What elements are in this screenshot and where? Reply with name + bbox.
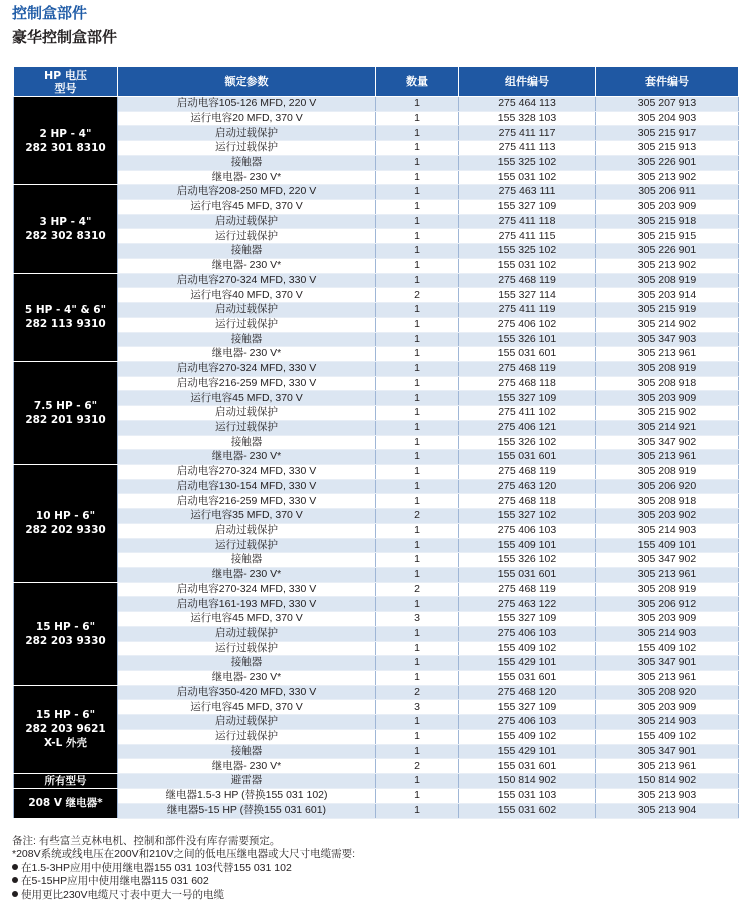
- component-no-cell: 155 409 101: [459, 538, 596, 553]
- model-line: 282 202 9330: [25, 524, 106, 537]
- qty-cell: 1: [376, 273, 459, 288]
- model-line: 15 HP - 6": [35, 709, 96, 722]
- param-cell: 接触器: [118, 744, 376, 759]
- param-cell: 启动电容105-126 MFD, 220 V: [118, 97, 376, 112]
- kit-no-cell: 305 213 961: [596, 347, 739, 362]
- table-row: [14, 759, 739, 774]
- kit-no-cell: 305 208 920: [596, 685, 739, 700]
- model-cell: [14, 789, 118, 818]
- component-no-cell: 155 429 101: [459, 744, 596, 759]
- qty-cell: 1: [376, 641, 459, 656]
- kit-no-cell: 305 203 909: [596, 391, 739, 406]
- kit-no-cell: 305 203 909: [596, 200, 739, 215]
- param-cell: 运行电容20 MFD, 370 V: [118, 111, 376, 126]
- note-text: *208V系统或线电压在200V和210V之间的低电压继电器或大尺寸电缆需要:: [12, 848, 356, 861]
- qty-cell: 1: [376, 97, 459, 112]
- qty-cell: 1: [376, 214, 459, 229]
- model-line: 282 203 9621: [25, 723, 106, 736]
- param-cell: 运行电容45 MFD, 370 V: [118, 391, 376, 406]
- component-no-cell: 155 327 109: [459, 391, 596, 406]
- component-no-cell: 155 409 102: [459, 641, 596, 656]
- table-row: [14, 391, 739, 406]
- table-row: [14, 185, 739, 200]
- kit-no-cell: 305 208 919: [596, 273, 739, 288]
- table-row: [14, 200, 739, 215]
- table-row: [14, 317, 739, 332]
- qty-cell: 2: [376, 685, 459, 700]
- component-no-cell: 155 325 102: [459, 155, 596, 170]
- table-row: [14, 715, 739, 730]
- param-cell: 启动过载保护: [118, 126, 376, 141]
- header-model-line: 型号: [54, 81, 77, 95]
- qty-cell: 1: [376, 126, 459, 141]
- kit-no-cell: 305 347 903: [596, 332, 739, 347]
- table-row: [14, 612, 739, 627]
- qty-cell: 1: [376, 626, 459, 641]
- qty-cell: 1: [376, 435, 459, 450]
- note-text: 备注: 有些富兰克林电机、控制和部件没有库存需要预定。: [12, 835, 281, 847]
- param-cell: 启动电容270-324 MFD, 330 V: [118, 464, 376, 479]
- note-line: [12, 889, 738, 902]
- table-row: [14, 626, 739, 641]
- model-line: 5 HP - 4" & 6": [24, 304, 107, 317]
- component-no-cell: 275 411 102: [459, 406, 596, 421]
- table-row: [14, 494, 739, 509]
- component-no-cell: 155 031 601: [459, 347, 596, 362]
- component-no-cell: 275 411 117: [459, 126, 596, 141]
- table-row: [14, 244, 739, 259]
- component-no-cell: 155 327 109: [459, 700, 596, 715]
- qty-cell: 1: [376, 258, 459, 273]
- qty-cell: 2: [376, 288, 459, 303]
- param-cell: 继电器- 230 V*: [118, 258, 376, 273]
- param-cell: 继电器1.5-3 HP (替换155 031 102): [118, 789, 376, 804]
- param-cell: 接触器: [118, 435, 376, 450]
- model-line: 282 201 9310: [25, 413, 106, 426]
- component-no-cell: 155 031 601: [459, 568, 596, 583]
- kit-no-cell: 305 213 903: [596, 789, 739, 804]
- component-no-cell: 155 326 102: [459, 435, 596, 450]
- header-model: [14, 67, 118, 97]
- table-row: [14, 553, 739, 568]
- model-cell: [14, 185, 118, 273]
- qty-cell: 2: [376, 759, 459, 774]
- param-cell: 启动电容216-259 MFD, 330 V: [118, 494, 376, 509]
- qty-cell: 1: [376, 715, 459, 730]
- qty-cell: 1: [376, 553, 459, 568]
- table-row: [14, 406, 739, 421]
- component-no-cell: 155 328 103: [459, 111, 596, 126]
- bullet-icon: [12, 891, 18, 897]
- param-cell: 运行过载保护: [118, 420, 376, 435]
- param-cell: 启动电容130-154 MFD, 330 V: [118, 479, 376, 494]
- kit-no-cell: 305 208 919: [596, 361, 739, 376]
- component-no-cell: 155 326 101: [459, 332, 596, 347]
- component-no-cell: 155 031 102: [459, 258, 596, 273]
- component-no-cell: 275 406 103: [459, 715, 596, 730]
- component-no-cell: 275 411 115: [459, 229, 596, 244]
- qty-cell: 1: [376, 303, 459, 318]
- note-line: [12, 835, 738, 848]
- model-line: 2 HP - 4": [39, 127, 92, 140]
- component-no-cell: 155 325 102: [459, 244, 596, 259]
- component-no-cell: 275 411 118: [459, 214, 596, 229]
- qty-cell: 1: [376, 170, 459, 185]
- kit-no-cell: 305 206 911: [596, 185, 739, 200]
- qty-cell: 1: [376, 141, 459, 156]
- qty-cell: 1: [376, 538, 459, 553]
- table-row: [14, 229, 739, 244]
- table-row: [14, 700, 739, 715]
- param-cell: 接触器: [118, 656, 376, 671]
- kit-no-cell: 305 203 914: [596, 288, 739, 303]
- note-text: 在5-15HP应用中使用继电器115 031 602: [21, 875, 209, 888]
- param-cell: 继电器- 230 V*: [118, 568, 376, 583]
- kit-no-cell: 305 213 961: [596, 671, 739, 686]
- param-cell: 继电器- 230 V*: [118, 671, 376, 686]
- table-row: [14, 97, 739, 112]
- qty-cell: 1: [376, 744, 459, 759]
- qty-cell: 2: [376, 582, 459, 597]
- qty-cell: 1: [376, 185, 459, 200]
- table-row: [14, 332, 739, 347]
- component-no-cell: 275 463 111: [459, 185, 596, 200]
- component-no-cell: 275 463 120: [459, 479, 596, 494]
- component-no-cell: 275 406 103: [459, 523, 596, 538]
- param-cell: 启动电容350-420 MFD, 330 V: [118, 685, 376, 700]
- page-title: 控制盒部件: [12, 4, 88, 22]
- model-line: 3 HP - 4": [39, 215, 92, 228]
- param-cell: 运行过载保护: [118, 141, 376, 156]
- model-cell: [14, 361, 118, 464]
- qty-cell: 1: [376, 361, 459, 376]
- param-cell: 接触器: [118, 553, 376, 568]
- qty-cell: 1: [376, 597, 459, 612]
- kit-no-cell: 305 215 913: [596, 141, 739, 156]
- param-cell: 运行过载保护: [118, 229, 376, 244]
- component-no-cell: 275 468 120: [459, 685, 596, 700]
- qty-cell: 1: [376, 420, 459, 435]
- kit-no-cell: 305 215 917: [596, 126, 739, 141]
- kit-no-cell: 305 226 901: [596, 244, 739, 259]
- kit-no-cell: 305 214 902: [596, 317, 739, 332]
- table-row: [14, 641, 739, 656]
- note-line: [12, 875, 738, 888]
- model-line: 10 HP - 6": [35, 510, 96, 523]
- qty-cell: 1: [376, 347, 459, 362]
- kit-no-cell: 155 409 101: [596, 538, 739, 553]
- model-line: 所有型号: [44, 775, 87, 788]
- component-no-cell: 275 463 122: [459, 597, 596, 612]
- component-no-cell: 155 327 114: [459, 288, 596, 303]
- model-line: 282 302 8310: [25, 229, 106, 242]
- qty-cell: 1: [376, 332, 459, 347]
- kit-no-cell: 305 213 961: [596, 759, 739, 774]
- qty-cell: 1: [376, 464, 459, 479]
- kit-no-cell: 305 215 902: [596, 406, 739, 421]
- component-no-cell: 155 326 102: [459, 553, 596, 568]
- param-cell: 继电器- 230 V*: [118, 347, 376, 362]
- model-cell: [14, 774, 118, 789]
- table-row: [14, 376, 739, 391]
- param-cell: 避雷器: [118, 774, 376, 789]
- qty-cell: 1: [376, 450, 459, 465]
- kit-no-cell: 305 214 903: [596, 523, 739, 538]
- kit-no-cell: 305 208 918: [596, 376, 739, 391]
- table-row: [14, 273, 739, 288]
- component-no-cell: 155 031 602: [459, 803, 596, 818]
- component-no-cell: 155 327 109: [459, 200, 596, 215]
- model-line: 282 113 9310: [25, 318, 106, 331]
- qty-cell: 1: [376, 568, 459, 583]
- kit-no-cell: 305 347 901: [596, 656, 739, 671]
- table-row: [14, 347, 739, 362]
- component-no-cell: 275 468 118: [459, 376, 596, 391]
- kit-no-cell: 305 215 919: [596, 303, 739, 318]
- kit-no-cell: 305 347 901: [596, 744, 739, 759]
- table-row: [14, 568, 739, 583]
- qty-cell: 1: [376, 317, 459, 332]
- kit-no-cell: 305 213 902: [596, 170, 739, 185]
- component-no-cell: 275 406 121: [459, 420, 596, 435]
- qty-cell: 1: [376, 391, 459, 406]
- param-cell: 启动过载保护: [118, 523, 376, 538]
- component-no-cell: 155 409 102: [459, 729, 596, 744]
- table-header-row: [14, 67, 739, 97]
- table-row: [14, 479, 739, 494]
- kit-no-cell: 305 206 912: [596, 597, 739, 612]
- kit-no-cell: 305 208 919: [596, 582, 739, 597]
- model-line: X-L 外壳: [44, 737, 87, 750]
- kit-no-cell: 305 214 903: [596, 626, 739, 641]
- component-no-cell: 275 468 119: [459, 464, 596, 479]
- note-line: [12, 862, 738, 875]
- table-row: [14, 538, 739, 553]
- param-cell: 启动电容270-324 MFD, 330 V: [118, 582, 376, 597]
- qty-cell: 1: [376, 406, 459, 421]
- kit-no-cell: 305 214 921: [596, 420, 739, 435]
- model-cell: [14, 97, 118, 185]
- model-line: 282 301 8310: [25, 141, 106, 154]
- param-cell: 继电器- 230 V*: [118, 759, 376, 774]
- kit-no-cell: 305 213 961: [596, 568, 739, 583]
- qty-cell: 1: [376, 494, 459, 509]
- model-cell: [14, 685, 118, 773]
- qty-cell: 1: [376, 244, 459, 259]
- component-no-cell: 155 031 601: [459, 759, 596, 774]
- table-row: [14, 774, 739, 789]
- component-no-cell: 155 327 102: [459, 509, 596, 524]
- param-cell: 接触器: [118, 155, 376, 170]
- component-no-cell: 155 031 601: [459, 450, 596, 465]
- param-cell: 运行电容45 MFD, 370 V: [118, 200, 376, 215]
- table-row: [14, 303, 739, 318]
- table-row: [14, 744, 739, 759]
- qty-cell: 1: [376, 789, 459, 804]
- table-row: [14, 685, 739, 700]
- kit-no-cell: 305 213 904: [596, 803, 739, 818]
- kit-no-cell: 305 208 918: [596, 494, 739, 509]
- table-row: [14, 509, 739, 524]
- table-row: [14, 597, 739, 612]
- param-cell: 运行过载保护: [118, 317, 376, 332]
- component-no-cell: 155 031 102: [459, 170, 596, 185]
- control-box-parts-table: [13, 66, 739, 819]
- param-cell: 运行过载保护: [118, 729, 376, 744]
- kit-no-cell: 155 409 102: [596, 641, 739, 656]
- table-row: [14, 729, 739, 744]
- param-cell: 启动过载保护: [118, 214, 376, 229]
- header-params: 额定参数: [118, 67, 376, 97]
- component-no-cell: 275 411 119: [459, 303, 596, 318]
- kit-no-cell: 305 215 918: [596, 214, 739, 229]
- component-no-cell: 275 411 113: [459, 141, 596, 156]
- page-subtitle: 豪华控制盒部件: [12, 28, 118, 46]
- model-line: 7.5 HP - 6": [33, 399, 98, 412]
- component-no-cell: 155 031 103: [459, 789, 596, 804]
- table-row: [14, 361, 739, 376]
- qty-cell: 1: [376, 523, 459, 538]
- model-cell: [14, 582, 118, 685]
- table-body: [14, 97, 739, 819]
- component-no-cell: 275 468 118: [459, 494, 596, 509]
- table-row: [14, 523, 739, 538]
- component-no-cell: 275 406 102: [459, 317, 596, 332]
- table-row: [14, 420, 739, 435]
- bullet-icon: [12, 864, 18, 870]
- notes-section: [12, 835, 738, 902]
- param-cell: 启动电容208-250 MFD, 220 V: [118, 185, 376, 200]
- qty-cell: 1: [376, 111, 459, 126]
- kit-no-cell: 305 226 901: [596, 155, 739, 170]
- param-cell: 继电器- 230 V*: [118, 170, 376, 185]
- param-cell: 启动电容216-259 MFD, 330 V: [118, 376, 376, 391]
- component-no-cell: 155 327 109: [459, 612, 596, 627]
- table-row: [14, 582, 739, 597]
- param-cell: 运行电容45 MFD, 370 V: [118, 700, 376, 715]
- kit-no-cell: 305 203 909: [596, 700, 739, 715]
- header-qty: 数量: [376, 67, 459, 97]
- qty-cell: 1: [376, 200, 459, 215]
- header-model-line: HP 电压: [43, 68, 88, 82]
- kit-no-cell: 155 409 102: [596, 729, 739, 744]
- qty-cell: 1: [376, 229, 459, 244]
- qty-cell: 1: [376, 803, 459, 818]
- qty-cell: 2: [376, 509, 459, 524]
- note-line: [12, 848, 738, 861]
- param-cell: 启动电容270-324 MFD, 330 V: [118, 361, 376, 376]
- table-row: [14, 258, 739, 273]
- qty-cell: 1: [376, 479, 459, 494]
- table-row: [14, 111, 739, 126]
- note-text: 在1.5-3HP应用中使用继电器155 031 103代替155 031 102: [21, 861, 292, 874]
- kit-no-cell: 305 214 903: [596, 715, 739, 730]
- note-text: 使用更比230V电缆尺寸表中更大一号的电缆: [21, 888, 225, 901]
- qty-cell: 1: [376, 774, 459, 789]
- component-no-cell: 275 468 119: [459, 273, 596, 288]
- qty-cell: 1: [376, 656, 459, 671]
- model-cell: [14, 273, 118, 361]
- kit-no-cell: 305 207 913: [596, 97, 739, 112]
- kit-no-cell: 305 213 961: [596, 450, 739, 465]
- bullet-icon: [12, 877, 18, 883]
- table-row: [14, 288, 739, 303]
- table-row: [14, 126, 739, 141]
- qty-cell: 3: [376, 612, 459, 627]
- kit-no-cell: 305 215 915: [596, 229, 739, 244]
- table-row: [14, 789, 739, 804]
- table-row: [14, 464, 739, 479]
- component-no-cell: 275 468 119: [459, 582, 596, 597]
- kit-no-cell: 305 204 903: [596, 111, 739, 126]
- component-no-cell: 275 406 103: [459, 626, 596, 641]
- header-kit-no: 套件编号: [596, 67, 739, 97]
- model-line: 208 V 继电器*: [28, 797, 103, 810]
- header-component-no: 组件编号: [459, 67, 596, 97]
- table-row: [14, 656, 739, 671]
- qty-cell: 1: [376, 376, 459, 391]
- qty-cell: 1: [376, 729, 459, 744]
- table-row: [14, 803, 739, 818]
- param-cell: 启动电容161-193 MFD, 330 V: [118, 597, 376, 612]
- param-cell: 运行电容40 MFD, 370 V: [118, 288, 376, 303]
- table-row: [14, 450, 739, 465]
- param-cell: 启动电容270-324 MFD, 330 V: [118, 273, 376, 288]
- component-no-cell: 155 429 101: [459, 656, 596, 671]
- param-cell: 运行电容45 MFD, 370 V: [118, 612, 376, 627]
- param-cell: 继电器5-15 HP (替换155 031 601): [118, 803, 376, 818]
- param-cell: 运行电容35 MFD, 370 V: [118, 509, 376, 524]
- table-row: [14, 141, 739, 156]
- qty-cell: 1: [376, 671, 459, 686]
- kit-no-cell: 305 208 919: [596, 464, 739, 479]
- kit-no-cell: 305 213 902: [596, 258, 739, 273]
- param-cell: 启动过载保护: [118, 406, 376, 421]
- component-no-cell: 155 031 601: [459, 671, 596, 686]
- kit-no-cell: 305 203 909: [596, 612, 739, 627]
- table-row: [14, 170, 739, 185]
- kit-no-cell: 305 206 920: [596, 479, 739, 494]
- qty-cell: 1: [376, 155, 459, 170]
- param-cell: 继电器- 230 V*: [118, 450, 376, 465]
- model-line: 15 HP - 6": [35, 620, 96, 633]
- kit-no-cell: 305 347 902: [596, 435, 739, 450]
- table-row: [14, 671, 739, 686]
- model-line: 282 203 9330: [25, 634, 106, 647]
- table-row: [14, 435, 739, 450]
- param-cell: 运行过载保护: [118, 538, 376, 553]
- component-no-cell: 275 468 119: [459, 361, 596, 376]
- param-cell: 启动过载保护: [118, 303, 376, 318]
- table-row: [14, 214, 739, 229]
- component-no-cell: 275 464 113: [459, 97, 596, 112]
- param-cell: 启动过载保护: [118, 715, 376, 730]
- param-cell: 接触器: [118, 244, 376, 259]
- param-cell: 运行过载保护: [118, 641, 376, 656]
- kit-no-cell: 305 347 902: [596, 553, 739, 568]
- model-cell: [14, 464, 118, 582]
- kit-no-cell: 305 203 902: [596, 509, 739, 524]
- qty-cell: 3: [376, 700, 459, 715]
- param-cell: 接触器: [118, 332, 376, 347]
- component-no-cell: 150 814 902: [459, 774, 596, 789]
- kit-no-cell: 150 814 902: [596, 774, 739, 789]
- param-cell: 启动过载保护: [118, 626, 376, 641]
- table-row: [14, 155, 739, 170]
